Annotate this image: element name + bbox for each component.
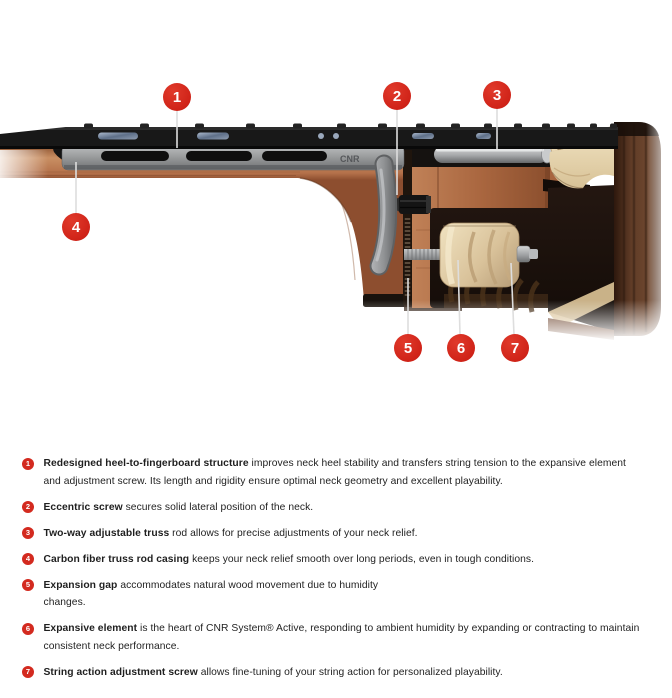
legend-desc-4: keeps your neck relief smooth over long periods, even in tough conditions. [192, 553, 535, 565]
plate-engraving: CNR [340, 154, 360, 164]
callout-3 [483, 81, 511, 109]
right-fade [646, 110, 672, 355]
heel-bracket [377, 164, 388, 266]
legend-item-6 [22, 620, 662, 655]
legend-item-7 [22, 664, 662, 682]
legend-text-6 [44, 620, 656, 655]
legend-title-1: Redesigned heel-to-fingerboard structure [43, 458, 249, 469]
legend-title-4: Carbon fiber truss rod casing [43, 553, 190, 565]
string-action-adjustment-screw [517, 246, 530, 262]
legend-desc-5: accommodates natural wood movement due to humidity changes. [43, 579, 379, 608]
legend-text-1 [44, 455, 644, 490]
callout-1 [163, 83, 191, 111]
callout-7-number: 7 [510, 339, 520, 357]
legend-desc-2: secures solid lateral position of the neck. [125, 501, 314, 513]
legend-badge-5: 5 [22, 579, 34, 591]
legend-badge-3: 3 [22, 527, 34, 539]
legend-item-5 [22, 577, 662, 612]
legend-badge-4: 4 [22, 553, 34, 565]
callout-3-number: 3 [492, 86, 502, 104]
legend [22, 455, 662, 690]
callout-2 [383, 82, 411, 110]
callout-2-number: 2 [392, 87, 402, 105]
callout-5 [394, 334, 422, 362]
legend-item-3 [22, 525, 662, 543]
legend-text-7 [44, 664, 503, 682]
callout-6 [447, 334, 475, 362]
legend-item-1 [22, 455, 662, 490]
legend-item-4 [22, 551, 662, 569]
legend-text-2 [44, 499, 314, 517]
callout-1-number: 1 [172, 88, 182, 106]
legend-title-7: String action adjustment screw [43, 666, 198, 678]
legend-badge-1: 1 [22, 458, 34, 470]
legend-text-5 [44, 577, 396, 612]
legend-badge-6: 6 [22, 623, 34, 635]
legend-title-2: Eccentric screw [43, 501, 123, 513]
legend-title-3: Two-way adjustable truss [43, 527, 170, 539]
left-fade [0, 150, 48, 182]
callout-4-number: 4 [71, 218, 81, 236]
legend-text-3 [44, 525, 418, 543]
legend-title-5: Expansion gap [43, 579, 118, 591]
legend-desc-7: allows fine-tuning of your string action for personalized playability. [200, 666, 503, 678]
legend-desc-6: is the heart of CNR System® Active, responding to ambient humidity by expanding or contracting to maintain consistent neck performance. [43, 623, 640, 652]
callout-7 [501, 334, 529, 362]
legend-badge-7: 7 [22, 666, 34, 678]
legend-desc-3: rod allows for precise adjustments of your neck relief. [172, 527, 418, 539]
callout-5-number: 5 [403, 339, 413, 357]
callout-4 [62, 213, 90, 241]
fingerboard [0, 124, 618, 150]
legend-text-4 [44, 551, 535, 569]
legend-title-6: Expansive element [43, 623, 138, 634]
legend-item-2 [22, 499, 662, 517]
legend-badge-2: 2 [22, 501, 34, 513]
legend-desc-1: improves neck heel stability and transfers string tension to the expansive element and adjustment screw. Its length and rigidity ensure optimal neck geometry and excellent playability. [43, 458, 626, 487]
callout-6-number: 6 [456, 339, 466, 357]
